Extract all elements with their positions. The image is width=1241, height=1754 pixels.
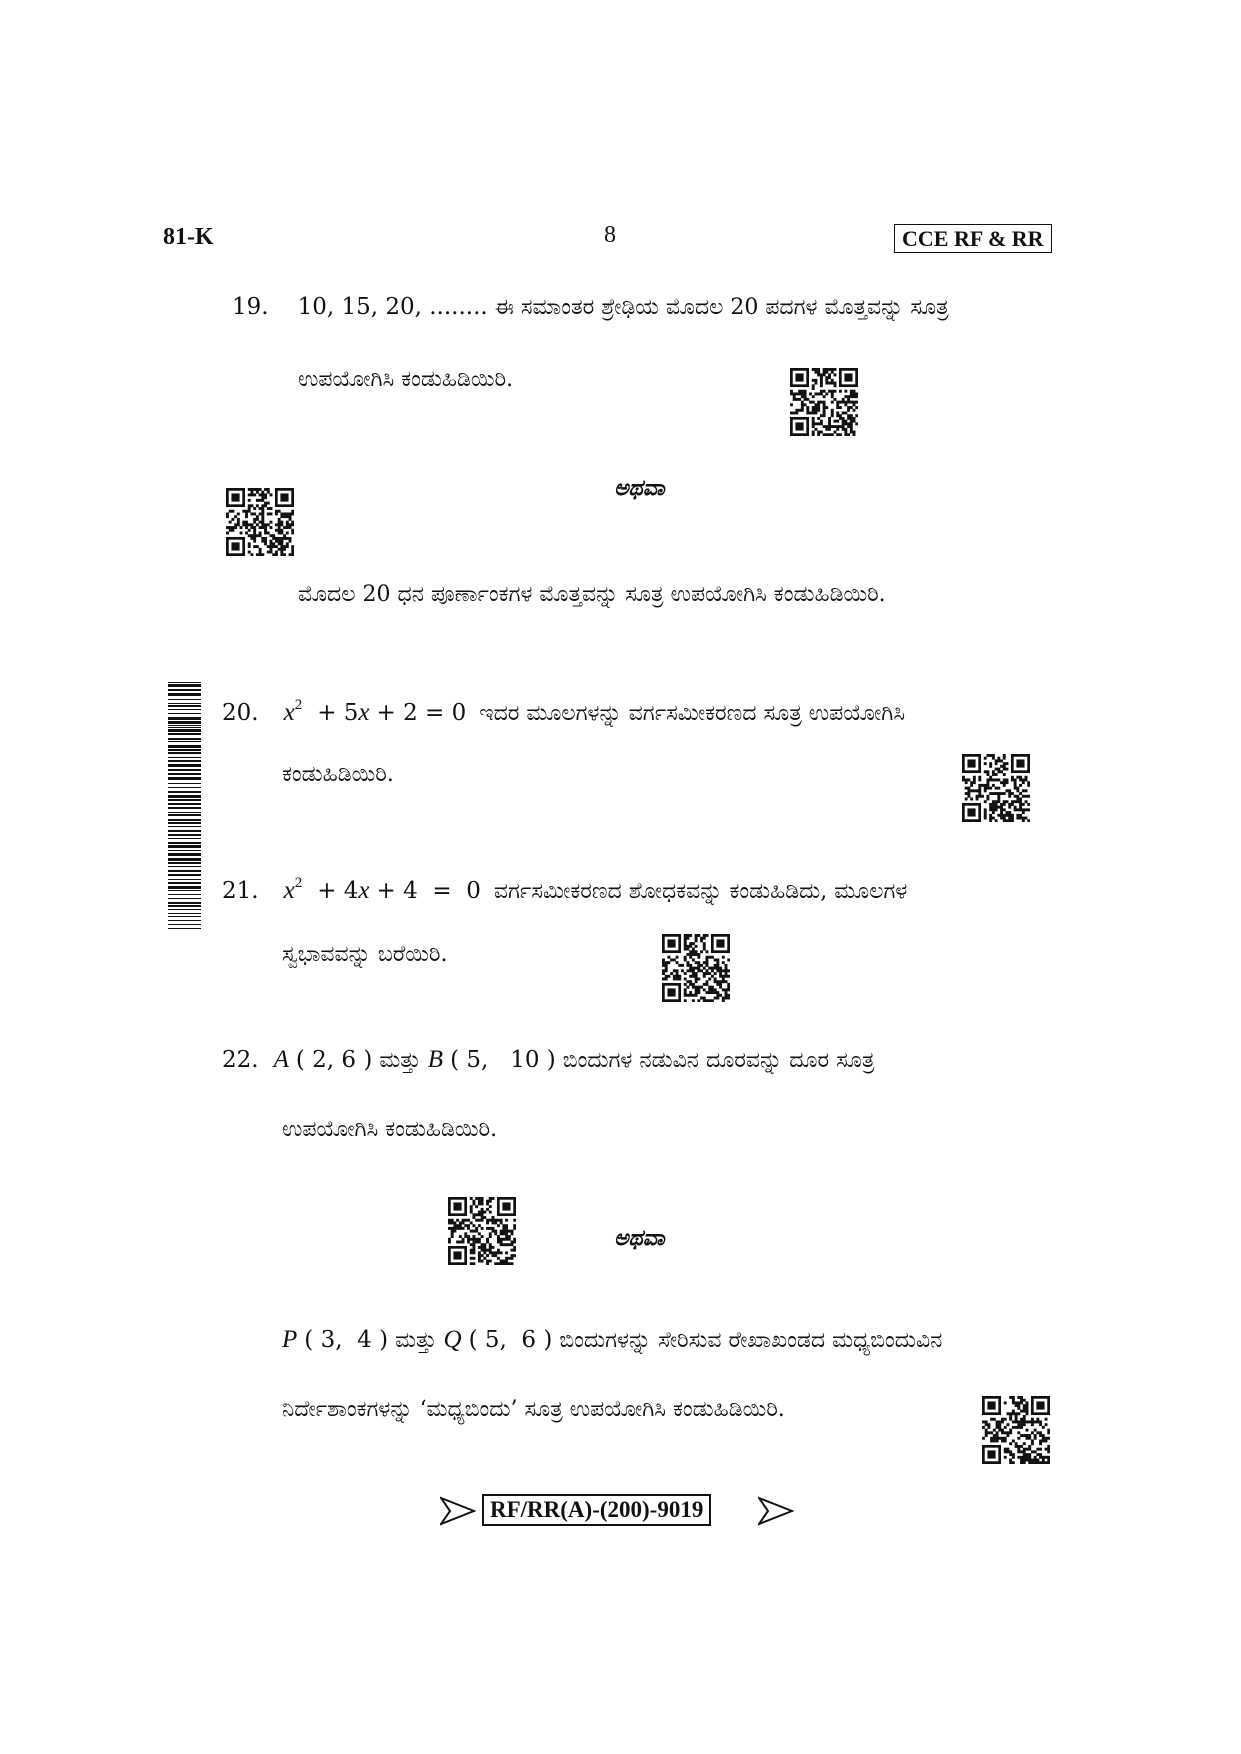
question-22-alt-line-2: ನಿರ್ದೇಶಾಂಕಗಳನ್ನು ‘ಮಧ್ಯಬಿಂದು’ ಸೂತ್ರ ಉಪಯೋಗಿಸಿ ಕಂಡುಹಿಡಿಯಿರಿ. bbox=[282, 1397, 785, 1422]
question-22-text: ಬಿಂದುಗಳ ನಡುವಿನ ದೂರವನ್ನು ದೂರ ಸೂತ್ರ bbox=[562, 1048, 875, 1073]
point-p-label: P bbox=[282, 1326, 298, 1353]
question-21-exp: 2 bbox=[294, 875, 303, 891]
arrow-right-icon bbox=[758, 1496, 794, 1526]
question-22-number: 22. bbox=[222, 1047, 259, 1073]
question-22-line-2: ಉಪಯೋಗಿಸಿ ಕಂಡುಹಿಡಿಯಿರಿ. bbox=[282, 1117, 498, 1142]
paper-code-box: RF/RR(A)-(200)-9019 bbox=[482, 1494, 711, 1526]
exam-code-box: CCE RF & RR bbox=[894, 224, 1052, 253]
point-b-coords: ( 5, 10 ) bbox=[450, 1047, 556, 1073]
question-21-text: ವರ್ಗಸಮೀಕರಣದ ಶೋಧಕವನ್ನು ಕಂಡುಹಿಡಿದು, ಮೂಲಗಳ bbox=[493, 879, 908, 904]
barcode-icon bbox=[168, 682, 201, 930]
question-21-line-2: ಸ್ವಭಾವವನ್ನು ಬರೆಯಿರಿ. bbox=[282, 942, 448, 967]
qr-code-icon bbox=[448, 1197, 516, 1265]
question-20-number: 20. bbox=[222, 700, 259, 726]
question-21-var: x bbox=[283, 877, 295, 904]
question-20-expr-end: + 2 = 0 bbox=[376, 700, 467, 726]
qr-code-icon bbox=[790, 368, 858, 436]
question-21-expr: + 4 bbox=[317, 878, 359, 904]
question-19-line-1 bbox=[232, 292, 949, 323]
arrow-right-icon bbox=[440, 1496, 476, 1526]
or-label-19: ಅಥವಾ bbox=[614, 475, 665, 501]
question-19-series: 10, 15, 20, ........ bbox=[297, 294, 488, 320]
page-number: 8 bbox=[604, 222, 616, 248]
question-20-line-1 bbox=[222, 690, 905, 729]
question-19-line-2: ಉಪಯೋಗಿಸಿ ಕಂಡುಹಿಡಿಯಿರಿ. bbox=[298, 367, 514, 392]
qr-code-icon bbox=[982, 1396, 1050, 1464]
point-a-label: A bbox=[273, 1046, 289, 1073]
question-20-line-2: ಕಂಡುಹಿಡಿಯಿರಿ. bbox=[282, 762, 394, 787]
question-21-expr-end: + 4 = 0 bbox=[376, 878, 481, 904]
question-21-var2: x bbox=[358, 877, 370, 904]
and-text-2: ಮತ್ತು bbox=[395, 1328, 437, 1353]
question-22-line-1 bbox=[222, 1045, 874, 1076]
qr-code-icon bbox=[662, 934, 730, 1002]
point-q-label: Q bbox=[443, 1326, 462, 1353]
question-19-alternative: ಮೊದಲ 20 ಧನ ಪೂರ್ಣಾಂಕಗಳ ಮೊತ್ತವನ್ನು ಸೂತ್ರ ಉಪಯೋಗಿಸಿ ಕಂಡುಹಿಡಿಯಿರಿ. bbox=[298, 582, 886, 607]
question-20-text: ಇದರ ಮೂಲಗಳನ್ನು ವರ್ಗಸಮೀಕರಣದ ಸೂತ್ರ ಉಪಯೋಗಿಸಿ bbox=[479, 701, 905, 726]
subject-code: 81-K bbox=[163, 224, 214, 250]
question-20-expr: + 5 bbox=[317, 700, 359, 726]
and-text-1: ಮತ್ತು bbox=[379, 1048, 421, 1073]
point-a-coords: ( 2, 6 ) bbox=[295, 1047, 373, 1073]
or-label-22: ಅಥವಾ bbox=[614, 1225, 665, 1251]
qr-code-icon bbox=[962, 754, 1030, 822]
question-20-var: x bbox=[283, 699, 295, 726]
question-22-alt-line-1 bbox=[282, 1325, 942, 1356]
question-19-text: ಈ ಸಮಾಂತರ ಶ್ರೇಢಿಯ ಮೊದಲ 20 ಪದಗಳ ಮೊತ್ತವನ್ನು ಸೂತ್ರ bbox=[494, 295, 949, 320]
question-21-number: 21. bbox=[222, 878, 259, 904]
question-19-number: 19. bbox=[232, 294, 269, 320]
question-22-alt-text: ಬಿಂದುಗಳನ್ನು ಸೇರಿಸುವ ರೇಖಾಖಂಡದ ಮಧ್ಯಬಿಂದುವಿನ bbox=[559, 1328, 943, 1353]
question-20-exp: 2 bbox=[294, 697, 303, 713]
point-b-label: B bbox=[427, 1046, 444, 1073]
question-20-var2: x bbox=[358, 699, 370, 726]
qr-code-icon bbox=[226, 488, 294, 556]
point-p-coords: ( 3, 4 ) bbox=[304, 1327, 389, 1353]
question-21-line-1 bbox=[222, 868, 907, 907]
point-q-coords: ( 5, 6 ) bbox=[468, 1327, 553, 1353]
